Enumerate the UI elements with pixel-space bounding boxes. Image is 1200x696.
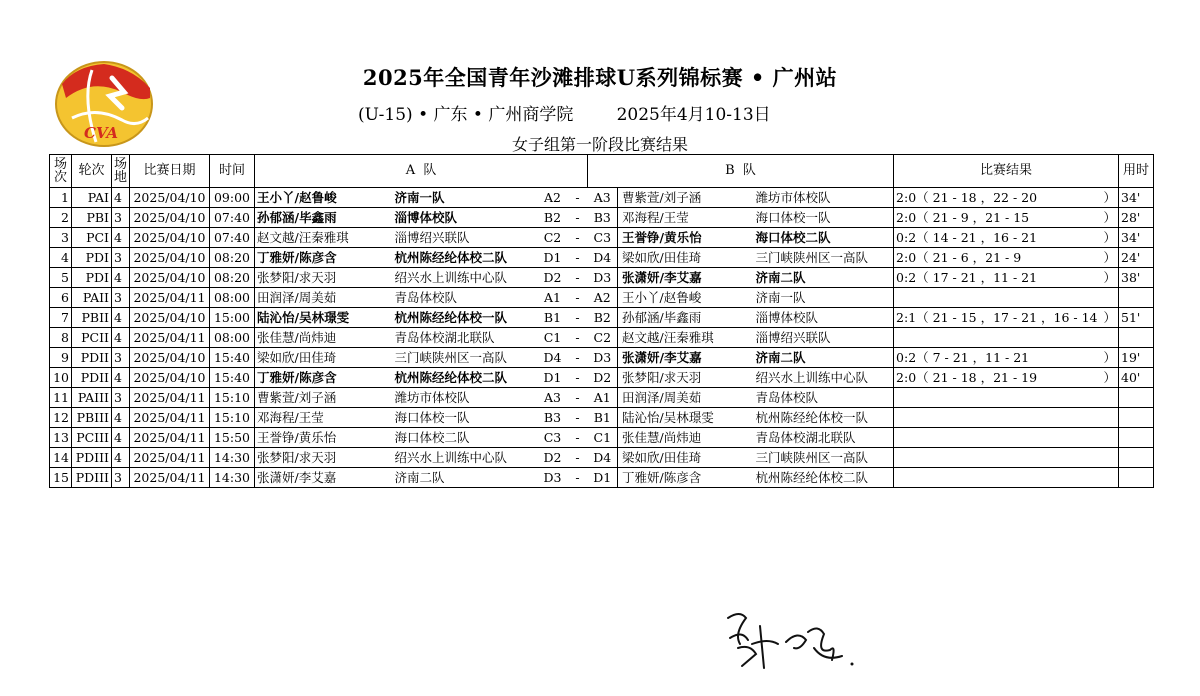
cell-a-players: 王誉铮/黄乐怡: [255, 428, 393, 448]
cell-a-code: A1: [538, 288, 568, 308]
cell-a-players: 王小丫/赵鲁峻: [255, 188, 393, 208]
cell-b-players: 张潇妍/李艾嘉: [618, 348, 754, 368]
cell-result: [894, 268, 1119, 288]
cell-court: 4: [112, 188, 130, 208]
cell-date: 2025/04/10: [130, 188, 210, 208]
cell-round: PCIII: [72, 428, 112, 448]
cell-a-code: B2: [538, 208, 568, 228]
header-team-a: A 队: [255, 155, 588, 188]
cell-b-players: 赵文越/汪秦雅琪: [618, 328, 754, 348]
cell-b-players: 陆沁怡/吴林璟雯: [618, 408, 754, 428]
results-table: [49, 154, 1154, 488]
cell-b-players: 曹紫萱/刘子涵: [618, 188, 754, 208]
cell-b-code: C1: [588, 428, 618, 448]
cell-time: 08:00: [210, 288, 255, 308]
cell-a-code: C2: [538, 228, 568, 248]
cell-a-code: B3: [538, 408, 568, 428]
cell-time: 15:40: [210, 368, 255, 388]
table-row: [50, 468, 1154, 488]
cell-sep: -: [568, 348, 588, 368]
result-score: 2:0（ 21 - 9 ，21 - 15: [896, 210, 1030, 225]
cell-time: 15:00: [210, 308, 255, 328]
cell-a-team: 绍兴水上训练中心队: [393, 448, 538, 468]
cell-a-players: 陆沁怡/吴林璟雯: [255, 308, 393, 328]
cell-date: 2025/04/11: [130, 328, 210, 348]
cell-b-code: C2: [588, 328, 618, 348]
table-row: [50, 448, 1154, 468]
cell-a-code: D2: [538, 448, 568, 468]
cell-court: 3: [112, 248, 130, 268]
cell-sep: -: [568, 288, 588, 308]
cell-court: 3: [112, 288, 130, 308]
cell-a-team: 杭州陈经纶体校一队: [393, 308, 538, 328]
cell-num: 3: [50, 228, 72, 248]
cell-duration: 51': [1119, 308, 1154, 328]
cell-duration: [1119, 408, 1154, 428]
table-header-row: [50, 155, 1154, 188]
cell-duration: 40': [1119, 368, 1154, 388]
cell-b-code: D3: [588, 348, 618, 368]
cell-a-players: 赵文越/汪秦雅琪: [255, 228, 393, 248]
cell-b-players: 王小丫/赵鲁峻: [618, 288, 754, 308]
cell-num: 5: [50, 268, 72, 288]
result-end: ）: [1103, 270, 1117, 285]
cell-date: 2025/04/11: [130, 428, 210, 448]
cell-a-players: 田润泽/周美茹: [255, 288, 393, 308]
cell-num: 9: [50, 348, 72, 368]
cell-court: 3: [112, 388, 130, 408]
cell-a-code: D1: [538, 368, 568, 388]
cell-duration: [1119, 388, 1154, 408]
cell-sep: -: [568, 308, 588, 328]
cell-duration: 24': [1119, 248, 1154, 268]
cell-a-team: 淄博体校队: [393, 208, 538, 228]
cell-court: 4: [112, 408, 130, 428]
cell-date: 2025/04/11: [130, 388, 210, 408]
header-court: 场地: [112, 155, 130, 188]
cell-round: PDI: [72, 248, 112, 268]
cell-b-code: D4: [588, 448, 618, 468]
result-end: ）: [1103, 370, 1117, 385]
cell-a-code: D4: [538, 348, 568, 368]
header-result: 比赛结果: [894, 155, 1119, 188]
cell-b-team: 青岛体校队: [754, 388, 894, 408]
table-row: [50, 408, 1154, 428]
cell-date: 2025/04/10: [130, 268, 210, 288]
cell-duration: 38': [1119, 268, 1154, 288]
cell-b-code: B3: [588, 208, 618, 228]
cell-time: 14:30: [210, 448, 255, 468]
cell-round: PDI: [72, 268, 112, 288]
cell-sep: -: [568, 428, 588, 448]
table-row: [50, 428, 1154, 448]
cell-a-team: 济南二队: [393, 468, 538, 488]
cell-a-team: 三门峡陕州区一高队: [393, 348, 538, 368]
cell-result: [894, 308, 1119, 328]
cell-a-code: A2: [538, 188, 568, 208]
cell-result: [894, 388, 1119, 408]
cell-b-players: 丁雅妍/陈彦含: [618, 468, 754, 488]
cell-b-players: 王誉铮/黄乐怡: [618, 228, 754, 248]
cell-b-team: 三门峡陕州区一高队: [754, 248, 894, 268]
cell-num: 13: [50, 428, 72, 448]
cell-court: 3: [112, 208, 130, 228]
cell-time: 14:30: [210, 468, 255, 488]
cell-a-players: 孙郁涵/毕鑫雨: [255, 208, 393, 228]
cell-court: 4: [112, 308, 130, 328]
cell-b-code: A1: [588, 388, 618, 408]
cell-date: 2025/04/10: [130, 228, 210, 248]
cell-result: [894, 208, 1119, 228]
cell-duration: 19': [1119, 348, 1154, 368]
header-duration: 用时: [1119, 155, 1154, 188]
cell-a-code: D1: [538, 248, 568, 268]
cell-b-code: D3: [588, 268, 618, 288]
cell-sep: -: [568, 248, 588, 268]
header-time: 时间: [210, 155, 255, 188]
cell-result: [894, 448, 1119, 468]
cell-time: 15:10: [210, 408, 255, 428]
result-score: 0:2（ 7 - 21 ，11 - 21: [896, 350, 1030, 365]
cell-date: 2025/04/10: [130, 248, 210, 268]
cell-round: PCII: [72, 328, 112, 348]
cell-result: [894, 248, 1119, 268]
cell-duration: 34': [1119, 228, 1154, 248]
header-num: 场次: [50, 155, 72, 188]
result-end: ）: [1103, 230, 1117, 245]
cell-round: PBIII: [72, 408, 112, 428]
cell-sep: -: [568, 468, 588, 488]
cell-b-code: D1: [588, 468, 618, 488]
cell-time: 15:10: [210, 388, 255, 408]
cell-num: 10: [50, 368, 72, 388]
cell-b-team: 济南一队: [754, 288, 894, 308]
cell-time: 07:40: [210, 208, 255, 228]
cell-num: 14: [50, 448, 72, 468]
cell-date: 2025/04/10: [130, 368, 210, 388]
cell-round: PAIII: [72, 388, 112, 408]
cell-b-team: 济南二队: [754, 268, 894, 288]
cell-duration: [1119, 288, 1154, 308]
cell-round: PBI: [72, 208, 112, 228]
cell-sep: -: [568, 408, 588, 428]
cell-b-players: 梁如欣/田佳琦: [618, 448, 754, 468]
result-score: 2:0（ 21 - 18 ，21 - 19: [896, 370, 1038, 385]
table-row: [50, 288, 1154, 308]
cell-b-code: A2: [588, 288, 618, 308]
cell-date: 2025/04/11: [130, 288, 210, 308]
page-title: 2025年全国青年沙滩排球U系列锦标赛 • 广州站: [362, 65, 838, 90]
cell-num: 12: [50, 408, 72, 428]
cell-time: 15:50: [210, 428, 255, 448]
cell-round: PDII: [72, 368, 112, 388]
cell-sep: -: [568, 208, 588, 228]
cell-a-code: B1: [538, 308, 568, 328]
cell-num: 11: [50, 388, 72, 408]
cell-sep: -: [568, 448, 588, 468]
subtitle-date: 2025年4月10-13日: [616, 105, 771, 125]
cell-b-players: 张潇妍/李艾嘉: [618, 268, 754, 288]
cell-result: [894, 288, 1119, 308]
cell-court: 3: [112, 348, 130, 368]
cell-a-code: D3: [538, 468, 568, 488]
cell-b-code: C3: [588, 228, 618, 248]
result-score: 2:0（ 21 - 18 ，22 - 20: [896, 190, 1038, 205]
cell-duration: [1119, 468, 1154, 488]
section-title: 女子组第一阶段比赛结果: [511, 135, 688, 154]
cell-result: [894, 228, 1119, 248]
cell-sep: -: [568, 268, 588, 288]
cell-a-players: 邓海程/王莹: [255, 408, 393, 428]
cell-b-code: B1: [588, 408, 618, 428]
cell-round: PAII: [72, 288, 112, 308]
cell-b-players: 张梦阳/求天羽: [618, 368, 754, 388]
cell-b-team: 济南二队: [754, 348, 894, 368]
cell-result: [894, 188, 1119, 208]
cell-b-players: 张佳慧/尚炜迪: [618, 428, 754, 448]
table-row: [50, 328, 1154, 348]
table-row: [50, 228, 1154, 248]
table-row: [50, 368, 1154, 388]
cell-b-team: 绍兴水上训练中心队: [754, 368, 894, 388]
cell-time: 09:00: [210, 188, 255, 208]
cell-sep: -: [568, 188, 588, 208]
result-end: ）: [1103, 310, 1117, 325]
cell-result: [894, 428, 1119, 448]
cell-num: 1: [50, 188, 72, 208]
cell-b-code: D4: [588, 248, 618, 268]
cell-sep: -: [568, 328, 588, 348]
signature-image: [720, 604, 860, 674]
cell-round: PAI: [72, 188, 112, 208]
cell-round: PDIII: [72, 448, 112, 468]
cell-b-team: 杭州陈经纶体校二队: [754, 468, 894, 488]
cell-a-players: 丁雅妍/陈彦含: [255, 248, 393, 268]
logo-text: CVA: [84, 124, 119, 142]
cell-b-code: B2: [588, 308, 618, 328]
cell-a-team: 海口体校二队: [393, 428, 538, 448]
cell-num: 15: [50, 468, 72, 488]
cell-a-code: A3: [538, 388, 568, 408]
header-team-b: B 队: [588, 155, 894, 188]
subtitle-location: (U-15) • 广东 • 广州商学院: [358, 105, 574, 125]
cell-date: 2025/04/10: [130, 348, 210, 368]
cell-b-team: 潍坊市体校队: [754, 188, 894, 208]
cell-num: 4: [50, 248, 72, 268]
cell-result: [894, 328, 1119, 348]
cell-a-team: 青岛体校湖北联队: [393, 328, 538, 348]
cell-date: 2025/04/10: [130, 208, 210, 228]
table-row: [50, 388, 1154, 408]
cell-court: 4: [112, 368, 130, 388]
header-date: 比赛日期: [130, 155, 210, 188]
cell-date: 2025/04/11: [130, 448, 210, 468]
cell-a-team: 绍兴水上训练中心队: [393, 268, 538, 288]
cell-round: PCI: [72, 228, 112, 248]
cell-time: 08:00: [210, 328, 255, 348]
cell-sep: -: [568, 388, 588, 408]
cell-a-code: C1: [538, 328, 568, 348]
result-score: 2:1（ 21 - 15 ，17 - 21 ，16 - 14: [896, 310, 1098, 325]
cell-time: 15:40: [210, 348, 255, 368]
cell-date: 2025/04/11: [130, 468, 210, 488]
cell-a-team: 淄博绍兴联队: [393, 228, 538, 248]
cell-court: 4: [112, 428, 130, 448]
table-row: [50, 308, 1154, 328]
cell-a-team: 潍坊市体校队: [393, 388, 538, 408]
table-row: [50, 348, 1154, 368]
cell-duration: 34': [1119, 188, 1154, 208]
cell-b-team: 三门峡陕州区一高队: [754, 448, 894, 468]
cell-duration: [1119, 448, 1154, 468]
cell-a-players: 张潇妍/李艾嘉: [255, 468, 393, 488]
cell-duration: 28': [1119, 208, 1154, 228]
cell-num: 2: [50, 208, 72, 228]
cell-a-players: 张梦阳/求天羽: [255, 268, 393, 288]
cell-a-team: 杭州陈经纶体校二队: [393, 368, 538, 388]
result-score: 0:2（ 14 - 21 ，16 - 21: [896, 230, 1038, 245]
result-end: ）: [1103, 210, 1117, 225]
cell-b-team: 淄博绍兴联队: [754, 328, 894, 348]
subtitle: [358, 100, 771, 125]
cell-num: 7: [50, 308, 72, 328]
cell-a-players: 张佳慧/尚炜迪: [255, 328, 393, 348]
cell-a-team: 海口体校一队: [393, 408, 538, 428]
cell-court: 4: [112, 268, 130, 288]
cell-time: 07:40: [210, 228, 255, 248]
header-round: 轮次: [72, 155, 112, 188]
table-row: [50, 208, 1154, 228]
cell-court: 4: [112, 448, 130, 468]
result-end: ）: [1103, 190, 1117, 205]
cell-a-team: 济南一队: [393, 188, 538, 208]
cell-result: [894, 368, 1119, 388]
cell-a-team: 杭州陈经纶体校二队: [393, 248, 538, 268]
cell-b-players: 田润泽/周美茹: [618, 388, 754, 408]
cell-b-team: 杭州陈经纶体校一队: [754, 408, 894, 428]
cell-b-players: 梁如欣/田佳琦: [618, 248, 754, 268]
cell-a-players: 张梦阳/求天羽: [255, 448, 393, 468]
cell-a-code: C3: [538, 428, 568, 448]
cell-num: 8: [50, 328, 72, 348]
result-end: ）: [1103, 250, 1117, 265]
cell-sep: -: [568, 368, 588, 388]
cell-duration: [1119, 428, 1154, 448]
cell-court: 4: [112, 328, 130, 348]
cell-b-team: 淄博体校队: [754, 308, 894, 328]
result-end: ）: [1103, 350, 1117, 365]
cell-a-players: 梁如欣/田佳琦: [255, 348, 393, 368]
cell-date: 2025/04/10: [130, 308, 210, 328]
cell-round: PDIII: [72, 468, 112, 488]
table-row: [50, 188, 1154, 208]
cell-round: PBII: [72, 308, 112, 328]
cell-b-code: A3: [588, 188, 618, 208]
cell-a-code: D2: [538, 268, 568, 288]
cell-a-players: 丁雅妍/陈彦含: [255, 368, 393, 388]
cell-time: 08:20: [210, 248, 255, 268]
table-row: [50, 248, 1154, 268]
cell-result: [894, 348, 1119, 368]
cell-sep: -: [568, 228, 588, 248]
cell-duration: [1119, 328, 1154, 348]
cell-round: PDII: [72, 348, 112, 368]
result-score: 0:2（ 17 - 21 ，11 - 21: [896, 270, 1038, 285]
cell-a-team: 青岛体校队: [393, 288, 538, 308]
cell-b-players: 邓海程/王莹: [618, 208, 754, 228]
cell-b-team: 海口体校二队: [754, 228, 894, 248]
cell-result: [894, 468, 1119, 488]
cell-time: 08:20: [210, 268, 255, 288]
cell-b-team: 海口体校一队: [754, 208, 894, 228]
cell-court: 3: [112, 468, 130, 488]
cell-court: 4: [112, 228, 130, 248]
cell-result: [894, 408, 1119, 428]
cell-date: 2025/04/11: [130, 408, 210, 428]
cell-b-code: D2: [588, 368, 618, 388]
cell-a-players: 曹紫萱/刘子涵: [255, 388, 393, 408]
cell-b-team: 青岛体校湖北联队: [754, 428, 894, 448]
cell-b-players: 孙郁涵/毕鑫雨: [618, 308, 754, 328]
result-score: 2:0（ 21 - 6 ，21 - 9: [896, 250, 1022, 265]
table-row: [50, 268, 1154, 288]
cell-num: 6: [50, 288, 72, 308]
